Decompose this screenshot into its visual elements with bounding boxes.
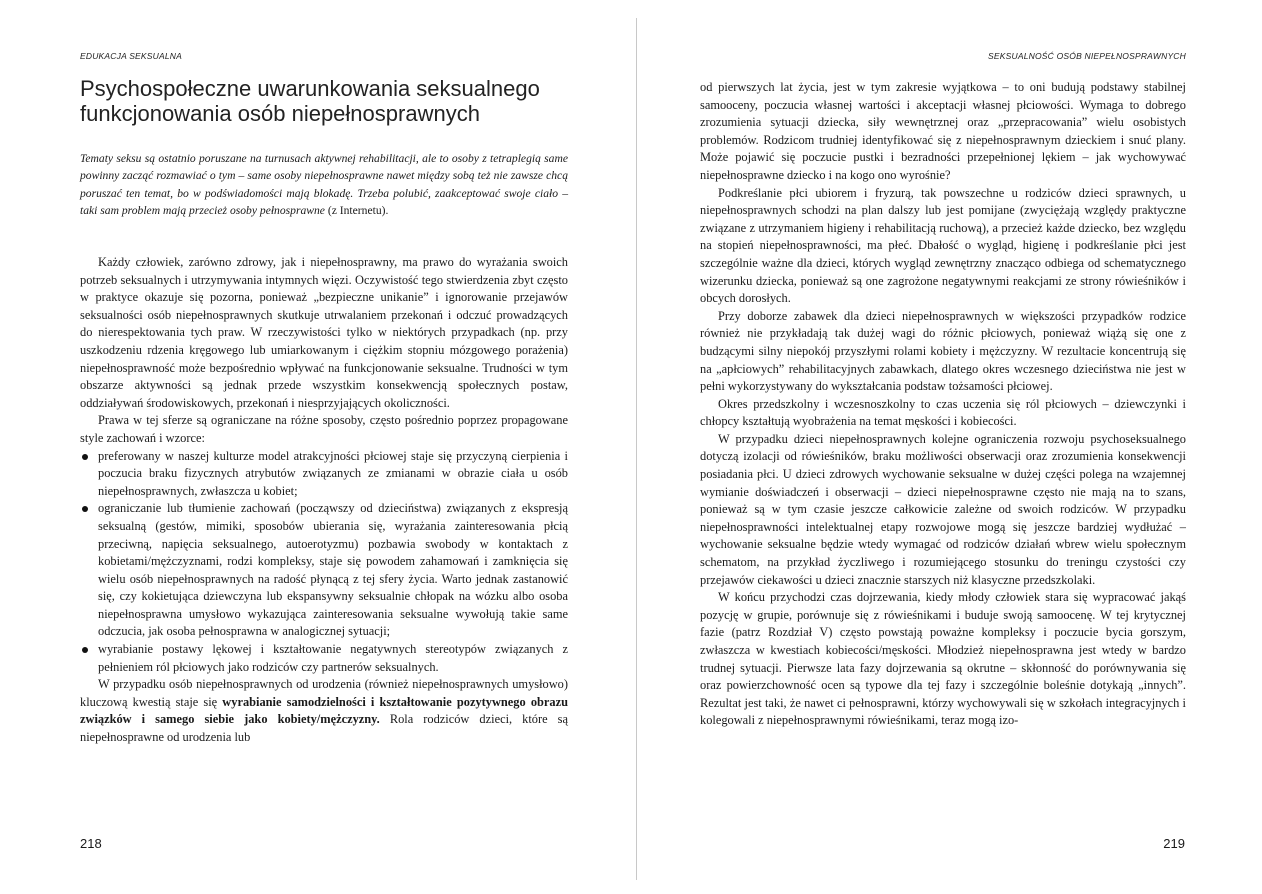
epigraph-source: (z Internetu). (327, 204, 389, 218)
bullet-list (80, 448, 568, 677)
body-paragraph: Prawa w tej sferze są ograniczane na różne sposoby, często pośrednio poprzez propagowane style zachowań i wzorce: (80, 413, 568, 445)
running-head-right: SEKSUALNOŚĆ OSÓB NIEPEŁNOSPRAWNYCH (988, 51, 1186, 61)
chapter-title: Psychospołeczne uwarunkowania seksualnego funkcjonowania osób niepełnosprawnych (80, 76, 540, 126)
paragraph-text: Rola rodziców dzieci, które są niepełnosprawne od urodzenia lub (80, 712, 568, 745)
running-head-left: EDUKACJA SEKSUALNA (80, 51, 183, 61)
bullet-item: ograniczanie lub tłumienie zachowań (począwszy od dzieciństwa) związanych z ekspresją seksualną (gestów, mimiki, sposobów ubierania się, wyrażania zainteresowania płcią przeciwną, napięcia seksualnego, autoerotyzmu) pozbawia swobody w kontaktach z kobietami/mężczyznami, rodzi kompleksy, staje się powodem zahamowań i zamknięcia się wielu osób niepełnosprawnych na radość płynącą z tej sfery życia. Warto jednak zastanowić się, czy kokietująca dziewczyna lub ekspansywny seksualnie chłopak na wózku albo osoba niepełnosprawna umysłowo wykazująca zainteresowania seksualne wywołują takie same odczucia, jak osoba pełnosprawna w analogicznej sytuacji; (80, 500, 568, 641)
bullet-item: wyrabianie postawy lękowej i kształtowanie negatywnych stereotypów związanych z pełnieniem ról płciowych jako rodziców czy partnerów seksualnych. (80, 641, 568, 676)
epigraph (80, 150, 568, 220)
epigraph-quote: Tematy seksu są ostatnio poruszane na turnusach aktywnej rehabilitacji, ale to osoby z tetraplegią same powinny zacząć rozmawiać o tym – same osoby niepełnosprawne nawet między sobą też nie zawsze chcą poruszać ten temat, bo w podświadomości mają blokadę. Trzeba polubić, zaakceptować swoje ciało – taki sam problem mają przecież osoby pełnosprawne (80, 152, 568, 218)
paragraph-text: W przypadku osób niepełnosprawnych od urodzenia (również niepełnosprawnych umysłowo) kluczową kwestią staje się (80, 677, 568, 709)
bullet-item: preferowany w naszej kulturze model atrakcyjności płciowej staje się przyczyną cierpienia i poczucia braku fizycznych atrybutów związanych ze zmianami w obrazie ciała u osób niepełnosprawnych, zwłaszcza u kobiet; (80, 448, 568, 501)
body-paragraph: od pierwszych lat życia, jest w tym zakresie wyjątkowa – to oni budują podstawy stabilnej samooceny, poczucia własnej wartości i akceptacji własnej płciowości. Wymaga to dobrego zrozumienia sytuacji dziecka, siły wewnętrznej oraz „przepracowania” wielu osobistych problemów. Rodzicom trudniej identyfikować się z niepełnosprawnym dzieckiem i snuć plany. Może pojawić się poczucie pustki i bezradności przepełnionej lękiem – jak wychowywać niepełnosprawne dziecko i na kogo ono wyrośnie? (700, 80, 1186, 182)
body-paragraph (80, 676, 568, 746)
body-paragraph: Każdy człowiek, zarówno zdrowy, jak i niepełnosprawny, ma prawo do wyrażania swoich potrzeb seksualnych i utrzymywania intymnych więzi. Oczywistość tego stwierdzenia zbyt często w praktyce okazuje się pozorna, ponieważ „bezpieczne unikanie” i ignorowanie przejawów seksualności osób niepełnosprawnych skutkuje utrwalaniem przekonań i odczuć prowadzących do nierespektowania tych praw. W rzeczywistości tylko w niektórych przypadkach (np. przy uszkodzeniu rdzenia kręgowego lub umiarkowanym i ciężkim stopniu mózgowego porażenia) niepełnosprawność może bezpośrednio wpływać na funkcjonowanie seksualne. Trudności w tym obszarze aktywności są jednak przede wszystkim konsekwencją społecznych postaw, oddziaływań środowiskowych, przekonań i niesprzyjających okoliczności. (80, 255, 568, 410)
bold-emphasis: wyrabianie samodzielności i kształtowanie pozytywnego obrazu związków i samego siebie jako kobiety/mężczyzny. (80, 694, 568, 727)
body-paragraph: Przy doborze zabawek dla dzieci niepełnosprawnych w większości przypadków rodzice również nie przykładają tak dużej wagi do różnic płciowych, ponieważ wiążą się one z budzącymi silny niepokój przyszłymi rolami kobiety i mężczyzny. W rezultacie koncentrują się na „apłciowych” rehabilitacyjnych zabawkach, dlatego okres wczesnego dzieciństwa nie jest w pełni wykorzystywany do wykształcania podstaw tożsamości płciowej. (700, 308, 1186, 394)
page-number-left: 218 (80, 836, 102, 851)
right-page (631, 0, 1262, 894)
body-paragraph: Podkreślanie płci ubiorem i fryzurą, tak powszechne u rodziców dzieci sprawnych, u niepełnosprawnych schodzi na plan dalszy lub jest pomijane (zwyciężają względy praktyczne związane z utrzymaniem higieny i rehabilitacją ruchową), a przecież każde dziecko, bez względu na stopień niepełnosprawności, ma płeć. Dbałość o wygląd, higienę i podkreślanie płci jest szczególnie ważne dla dzieci, których wygląd zewnętrzny znacząco odbiega od schematycznego wizerunku dziecka, ponieważ są one zagrożone negatywnymi reakcjami ze strony rówieśników i obcych dorosłych. (700, 185, 1186, 306)
left-body-text (80, 254, 568, 747)
right-body-text (700, 79, 1186, 730)
body-paragraph: W końcu przychodzi czas dojrzewania, kiedy młody człowiek stara się wypracować jakąś pozycję w grupie, porównuje się z rówieśnikami i buduje swoją samoocenę. W tej krytycznej fazie (patrz Rozdział V) często powstają poważne kompleksy i poczucie bycia gorszym, zwłaszcza w kwestiach kobiecości/męskości. Młodzież niepełnosprawna jest wtedy w bardzo trudnej sytuacji. Pierwsze lata fazy dojrzewania są okrutne – skłonność do porównywania się oraz powierzchowność ocen są typowe dla tej fazy i szczególnie boleśnie dotykają „innych”. Rezultat jest taki, że nawet ci pełnosprawni, którzy wychowywali się w szkołach integracyjnych i kolegowali z niepełnosprawnymi rówieśnikami, teraz mogą izo- (700, 590, 1186, 728)
body-paragraph: W przypadku dzieci niepełnosprawnych kolejne ograniczenia rozwoju psychoseksualnego dotyczą izolacji od rówieśników, braku możliwości obserwacji oraz zrozumienia konsekwencji posiadania płci. U dzieci zdrowych wychowanie seksualne w dużej części polega na wzajemnej wymianie doświadczeń i obserwacji – dzieci niepełnosprawne często nie mają na to szans, ponieważ są w tym czasie jeszcze całkowicie zależne od swoich rodziców. W przypadku niepełnosprawności intelektualnej etapy rozwojowe mogą się jeszcze bardziej wydłużać – wychowanie seksualne będzie wtedy wymagać od rodziców działań wbrew wielu społecznym schematom, na przykład życzliwego i rozumiejącego stosunku do treningu czystości czy przejawów ciekawości u dzieci znacznie starszych niż klasyczne przedszkolaki. (700, 431, 1186, 587)
body-paragraph: Okres przedszkolny i wczesnoszkolny to czas uczenia się ról płciowych – dziewczynki i chłopcy kształtują wyobrażenia na temat męskości i kobiecości. (700, 396, 1186, 429)
page-number-right: 219 (1163, 836, 1185, 851)
